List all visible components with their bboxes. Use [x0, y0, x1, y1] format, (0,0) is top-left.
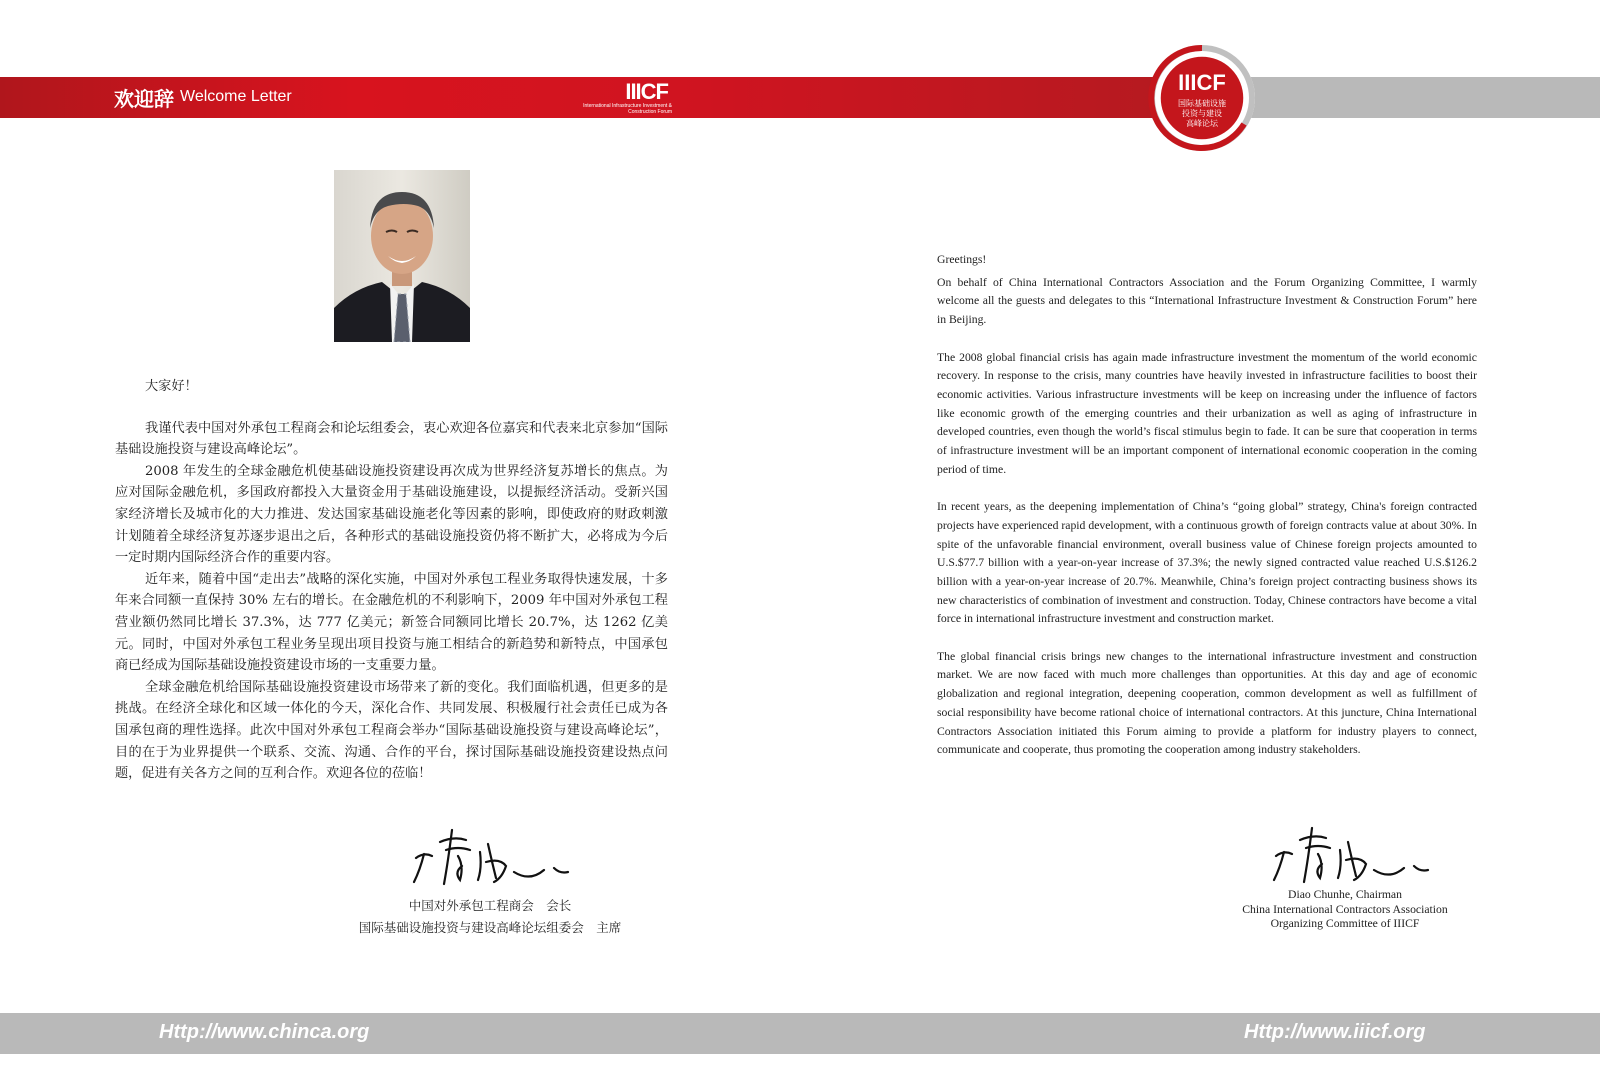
english-paragraph: The global financial crisis brings new changes to the international infrastructure investment and construction market. We are now faced with much more challenges than opportunities. At this day and age of economic globalization and regional integration, deepening cooperation, common development as well as fulfillment of social responsibility have become rational choice of international contractors. At this juncture, China International Contractors Association initiated this Forum aiming to provide a platform for industry players to connect, communicate and cooperate, thus promoting the cooperation among industry stakeholders.: [937, 649, 1477, 757]
chinca-url-link[interactable]: Http://www.chinca.org: [159, 1021, 370, 1043]
svg-text:投资与建设: 投资与建设: [1182, 109, 1222, 118]
english-paragraph: In recent years, as the deepening implementation of China’s “going global” strategy, China's foreign contracted projects have experienced rapid development, with a continuous growth of foreign contracts value at about 30%. In spite of the unfavorable financial environment, overall business value of Chinese foreign projects amounted to U.S.$77.7 billion with a year-on-year increase of 37.3%; the newly signed contracted value reached U.S.$126.2 billion with a year-on-year increase of 20.7%. Meanwhile, China’s foreign project contracting business shows its new characteristics of combination of investment and construction. Today, Chinese contractors have become a vital force in international infrastructure investment and construction market.: [937, 500, 1477, 626]
english-signature: [1270, 820, 1440, 888]
banner-logo-sub-line2: Construction Forum: [628, 109, 672, 115]
chinese-paragraph: 2008 年发生的全球金融危机使基础设施投资建设再次成为世界经济复苏增长的焦点。为应对国际金融危机，多国政府都投入大量资金用于基础设施建设，以提振经济活动。受新兴国家经济增长及城市化的大力推进、发达国家基础设施老化等因素的影响，即使政府的财政刺激计划随着全球经济复苏逐步退出之后，各种形式的基础设施投资仍将不断扩大，必将成为今后一定时期内国际经济合作的重要内容。: [115, 463, 668, 566]
chinese-signature: [410, 822, 580, 890]
english-sign-line1: Diao Chunhe, Chairman: [1288, 888, 1402, 901]
chairman-portrait: [334, 170, 470, 342]
chinese-greeting: 大家好！: [145, 379, 198, 394]
english-sign-line2: China International Contractors Association: [1242, 902, 1448, 916]
section-title: [114, 80, 292, 114]
english-greeting: Greetings!: [937, 253, 987, 266]
iiicf-url-link[interactable]: Http://www.iiicf.org: [1244, 1021, 1426, 1043]
svg-text:国际基础设施: 国际基础设施: [1178, 99, 1226, 108]
iiicf-round-logo: [1148, 44, 1256, 152]
english-sign-line3: Organizing Committee of IIICF: [1270, 917, 1420, 931]
english-letter: [937, 251, 1477, 779]
svg-text:IIICF: IIICF: [1178, 70, 1226, 95]
iiicf-banner-logo: [572, 81, 672, 117]
english-paragraph: The 2008 global financial crisis has again made infrastructure investment the momentum of the world economic recovery. In response to the crisis, many countries have heavily invested in infrastructure facilities to boost their economic activities. Various infrastructure investments will be keep on increasing under the influence of factors like economic growth of the emerging countries and their urbanization as well as aging of infrastructure in developed countries, even though the world’s fiscal stimulus begin to fade. It can be sure that cooperation in terms of infrastructure investment will be an important component of international economic cooperation in the coming period of time.: [937, 350, 1477, 476]
chinese-sign-line2: 国际基础设施投资与建设高峰论坛组委会 主席: [358, 920, 622, 935]
english-signatory: [1230, 888, 1460, 932]
section-title-zh: 欢迎辞: [114, 88, 174, 111]
chinese-letter: [115, 376, 668, 785]
english-paragraph: On behalf of China International Contractors Association and the Forum Organizing Committee, I warmly welcome all the guests and delegates to this “International Infrastructure Investment & Construction Forum” here in Beijing.: [937, 275, 1477, 327]
chinese-paragraph: 近年来，随着中国“走出去”战略的深化实施，中国对外承包工程业务取得快速发展，十多年来合同额一直保持 30% 左右的增长。在金融危机的不利影响下，2009 年中国对外承包工程营业额仍然同比增长 37.3%，达 777 亿美元；新签合同额同比增长 20.7%，达 1262 亿美元。同时，中国对外承包工程业务呈现出项目投资与施工相结合的新趋势和新特点，中国承包商已经成为国际基础设施投资建设市场的一支重要力量。: [115, 571, 668, 674]
section-title-en: Welcome Letter: [180, 88, 292, 105]
chinese-sign-line1: 中国对外承包工程商会 会长: [408, 898, 572, 913]
svg-text:高峰论坛: 高峰论坛: [1186, 119, 1218, 128]
chinese-paragraph: 全球金融危机给国际基础设施投资建设市场带来了新的变化。我们面临机遇，但更多的是挑战。在经济全球化和区域一体化的今天，深化合作、共同发展、积极履行社会责任已成为各国承包商的理性选择。此次中国对外承包工程商会举办“国际基础设施投资与建设高峰论坛”，目的在于为业界提供一个联系、交流、沟通、合作的平台，探讨国际基础设施投资建设热点问题，促进有关各方之间的互利合作。欢迎各位的莅临！: [115, 679, 668, 782]
banner-logo-sub-line1: International Infrastructure Investment &: [583, 103, 672, 109]
banner-logo-mark: IIICF: [625, 79, 668, 104]
chinese-paragraph: 我谨代表中国对外承包工程商会和论坛组委会，衷心欢迎各位嘉宾和代表来北京参加“国际基础设施投资与建设高峰论坛”。: [115, 420, 668, 458]
chinese-signatory: [340, 895, 640, 939]
